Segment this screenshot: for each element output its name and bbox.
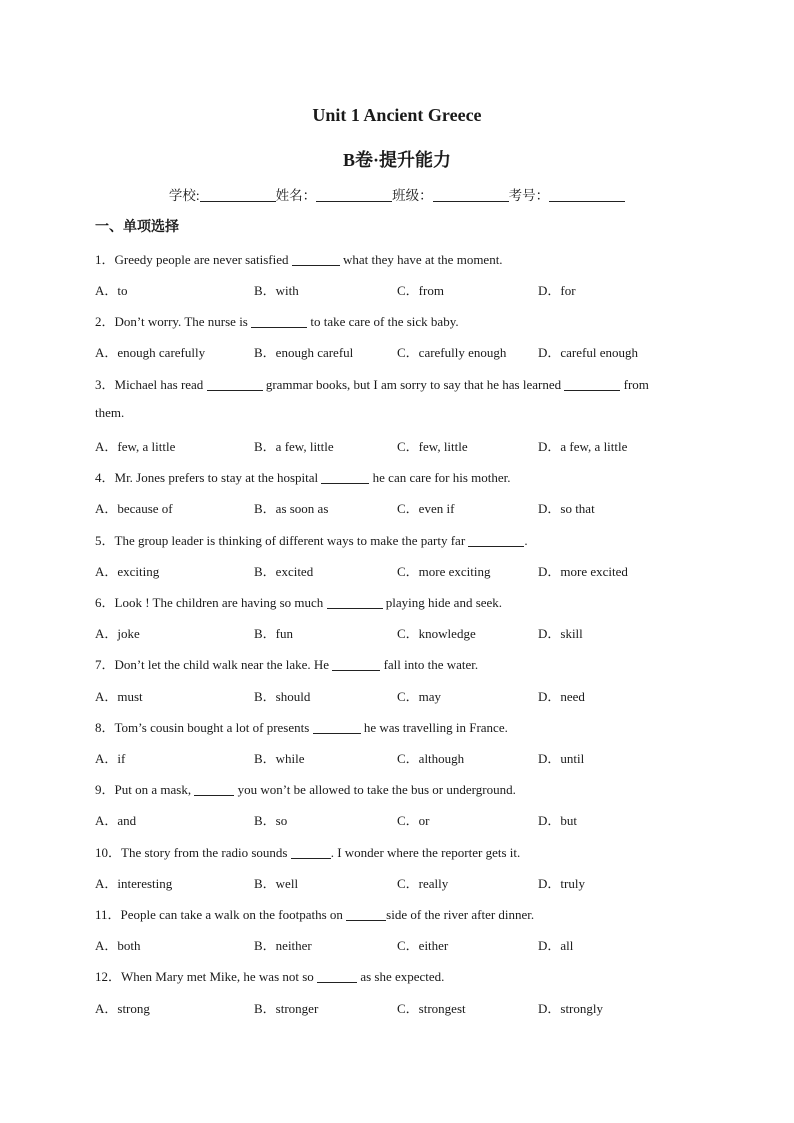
answer-option[interactable]: A．enough carefully — [95, 345, 206, 360]
question-text: Don’t worry. The nurse is — [114, 314, 252, 329]
question-number: 11． — [95, 907, 121, 922]
question-text: Michael has read — [114, 377, 207, 392]
answer-blank[interactable] — [251, 314, 307, 328]
answer-option[interactable]: B．with — [254, 283, 299, 298]
name-label: 姓名： — [275, 188, 317, 203]
answer-option[interactable]: D．skill — [538, 626, 583, 641]
answer-option[interactable]: C．although — [397, 751, 465, 766]
answer-blank[interactable] — [321, 470, 369, 484]
answer-option[interactable]: C．may — [397, 689, 442, 704]
answer-option[interactable]: C．either — [397, 938, 449, 953]
question-stem — [95, 530, 528, 549]
document-subtitle: B卷·提升能力 — [342, 150, 451, 170]
exam-no-blank[interactable] — [549, 187, 625, 202]
question-stem — [95, 592, 502, 611]
question-text: side of the river after dinner. — [386, 907, 535, 922]
answer-option[interactable]: D．truly — [538, 876, 585, 891]
class-label: 班级： — [392, 188, 433, 203]
answer-option[interactable]: B．enough careful — [254, 345, 354, 360]
student-info-line — [0, 184, 794, 204]
answer-option[interactable]: C．carefully enough — [397, 345, 507, 360]
answer-option[interactable]: A．interesting — [95, 876, 173, 891]
question-text: grammar books, but I am sorry to say that he has learned — [262, 377, 565, 392]
question-text: playing hide and seek. — [382, 595, 503, 610]
question-stem — [95, 717, 508, 736]
question-number: 3． — [95, 377, 115, 392]
answer-blank[interactable] — [317, 969, 357, 983]
question-text: Tom’s cousin bought a lot of presents — [114, 720, 313, 735]
document-title: Unit 1 Ancient Greece — [312, 105, 482, 125]
answer-blank[interactable] — [332, 657, 380, 671]
question-text: Don’t let the child walk near the lake. He — [114, 657, 333, 672]
answer-option[interactable]: B．while — [254, 751, 305, 766]
answer-option[interactable]: D．need — [538, 689, 585, 704]
answer-option[interactable]: B．as soon as — [254, 501, 329, 516]
name-blank[interactable] — [316, 187, 392, 202]
answer-option[interactable]: B．a few, little — [254, 439, 334, 454]
answer-option[interactable]: D．all — [538, 938, 574, 953]
question-text: The story from the radio sounds — [121, 845, 291, 860]
answer-option[interactable]: D．more excited — [538, 564, 628, 579]
question-text: them. — [95, 405, 125, 420]
question-text: Mr. Jones prefers to stay at the hospital — [114, 470, 322, 485]
question-stem — [95, 311, 459, 330]
question-stem — [95, 904, 534, 923]
question-number: 9． — [95, 782, 115, 797]
answer-option[interactable]: D．careful enough — [538, 345, 638, 360]
question-text: Greedy people are never satisfied — [114, 252, 292, 267]
answer-option[interactable]: A．both — [95, 938, 141, 953]
question-number: 5． — [95, 533, 115, 548]
question-stem — [95, 249, 503, 268]
answer-option[interactable]: D．until — [538, 751, 585, 766]
answer-option[interactable]: C．or — [397, 813, 430, 828]
section-title: 一、单项选择 — [95, 220, 179, 235]
question-number: 6． — [95, 595, 115, 610]
answer-option[interactable]: C．knowledge — [397, 626, 476, 641]
answer-blank[interactable] — [327, 595, 383, 609]
school-label: 学校: — [168, 188, 200, 203]
answer-blank[interactable] — [564, 377, 620, 391]
question-text: The group leader is thinking of different ways to make the party far — [114, 533, 469, 548]
answer-blank[interactable] — [468, 533, 524, 547]
question-text: People can take a walk on the footpaths on — [120, 907, 347, 922]
question-text: from — [620, 377, 649, 392]
question-number: 12． — [95, 969, 122, 984]
question-text: he can care for his mother. — [369, 470, 511, 485]
answer-option[interactable]: C．strongest — [397, 1001, 466, 1016]
question-number: 7． — [95, 657, 115, 672]
answer-option[interactable]: C．from — [397, 283, 444, 298]
answer-option[interactable]: A．must — [95, 689, 143, 704]
answer-option[interactable]: C．even if — [397, 501, 455, 516]
question-text: what they have at the moment. — [339, 252, 503, 267]
question-stem — [95, 654, 478, 673]
answer-blank[interactable] — [194, 782, 234, 796]
question-stem — [95, 467, 511, 486]
question-stem-continued — [95, 405, 124, 421]
question-text: Look ! The children are having so much — [114, 595, 327, 610]
question-text: you won’t be allowed to take the bus or underground. — [234, 782, 516, 797]
question-number: 8． — [95, 720, 115, 735]
answer-option[interactable]: C．few, little — [397, 439, 468, 454]
answer-blank[interactable] — [292, 252, 340, 266]
answer-option[interactable]: D．but — [538, 813, 578, 828]
answer-option[interactable]: A．to — [95, 283, 128, 298]
answer-option[interactable]: D．strongly — [538, 1001, 604, 1016]
question-number: 1． — [95, 252, 115, 267]
answer-option[interactable]: A．if — [95, 751, 126, 766]
answer-option[interactable]: B．neither — [254, 938, 312, 953]
answer-option[interactable]: B．so — [254, 813, 288, 828]
answer-option[interactable]: D．for — [538, 283, 576, 298]
answer-option[interactable]: A．because of — [95, 501, 173, 516]
answer-option[interactable]: B．well — [254, 876, 299, 891]
school-blank[interactable] — [200, 187, 276, 202]
answer-option[interactable]: A．few, a little — [95, 439, 176, 454]
question-text: he was travelling in France. — [360, 720, 508, 735]
answer-option[interactable]: B．should — [254, 689, 311, 704]
question-text: fall into the water. — [380, 657, 479, 672]
question-text: When Mary met Mike, he was not so — [121, 969, 318, 984]
exam-no-label: 考号： — [508, 188, 550, 203]
answer-blank[interactable] — [313, 720, 361, 734]
question-stem — [95, 374, 649, 393]
question-text: to take care of the sick baby. — [307, 314, 459, 329]
question-text: Put on a mask, — [114, 782, 195, 797]
answer-option[interactable]: C．more exciting — [397, 564, 491, 579]
answer-option[interactable]: A．strong — [95, 1001, 150, 1016]
answer-option[interactable]: C．really — [397, 876, 449, 891]
question-stem — [95, 779, 516, 798]
question-stem — [95, 842, 520, 861]
answer-option[interactable]: B．excited — [254, 564, 314, 579]
question-number: 4． — [95, 470, 115, 485]
answer-option[interactable]: D．so that — [538, 501, 595, 516]
question-stem — [95, 966, 444, 985]
answer-option[interactable]: D．a few, a little — [538, 439, 628, 454]
question-text: . — [524, 533, 528, 548]
question-text: . I wonder where the reporter gets it. — [330, 845, 521, 860]
question-number: 10． — [95, 845, 122, 860]
answer-option[interactable]: B．stronger — [254, 1001, 319, 1016]
class-blank[interactable] — [433, 187, 509, 202]
answer-option[interactable]: A．and — [95, 813, 137, 828]
answer-blank[interactable] — [346, 907, 386, 921]
answer-option[interactable]: A．joke — [95, 626, 140, 641]
answer-option[interactable]: B．fun — [254, 626, 294, 641]
answer-blank[interactable] — [207, 377, 263, 391]
answer-blank[interactable] — [291, 845, 331, 859]
question-text: as she expected. — [357, 969, 445, 984]
question-number: 2． — [95, 314, 115, 329]
answer-option[interactable]: A．exciting — [95, 564, 160, 579]
